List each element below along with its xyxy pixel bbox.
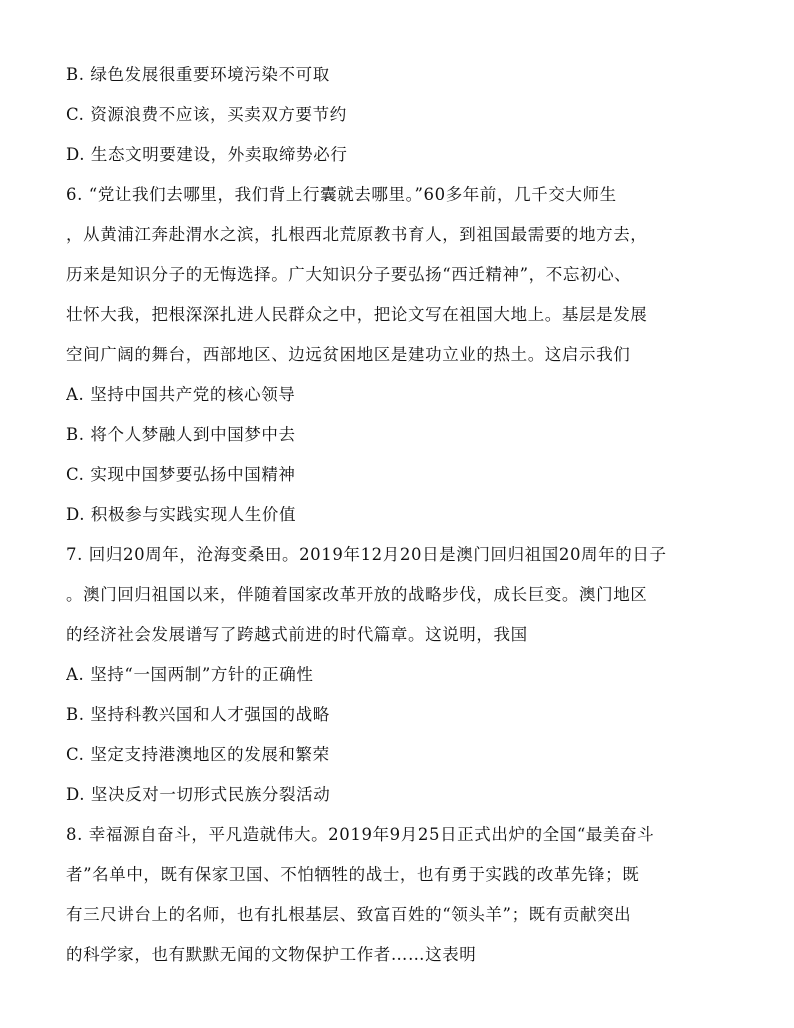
q7-stem-line-2: 。澳门回归祖国以来，伴随着国家改革开放的战略步伐，成长巨变。澳门地区	[66, 585, 648, 604]
q8-stem-line-4: 的科学家，也有默默无闻的文物保护工作者……这表明	[66, 945, 477, 964]
q7-option-d: D. 坚决反对一切形式民族分裂活动	[66, 785, 331, 804]
q6-option-b: B. 将个人梦融人到中国梦中去	[66, 425, 296, 444]
q8-stem-line-2: 者”名单中，既有保家卫国、不怕牺牲的战士，也有勇于实践的改革先锋；既	[66, 865, 640, 884]
q6-stem-line-1: 6. “党让我们去哪里，我们背上行囊就去哪里。”60多年前，几千交大师生	[66, 185, 617, 204]
q6-stem-line-4: 壮怀大我，把根深深扎进人民群众之中，把论文写在祖国大地上。基层是发展	[66, 305, 648, 324]
q7-stem-line-1: 7. 回归20周年，沧海变桑田。2019年12月20日是澳门回归祖国20周年的日子	[66, 545, 667, 564]
q8-stem-line-1: 8. 幸福源自奋斗，平凡造就伟大。2019年9月25日正式出炉的全国“最美奋斗	[66, 825, 655, 844]
q6-stem-line-2: ，从黄浦江奔赴渭水之滨，扎根西北荒原教书育人，到祖国最需要的地方去，	[66, 225, 648, 244]
q7-option-a: A. 坚持“一国两制”方针的正确性	[66, 665, 314, 684]
q6-option-a: A. 坚持中国共产党的核心领导	[66, 385, 296, 404]
q6-stem-line-3: 历来是知识分子的无悔选择。广大知识分子要弘扬“西迁精神”，不忘初心、	[66, 265, 632, 284]
q7-option-c: C. 坚定支持港澳地区的发展和繁荣	[66, 745, 330, 764]
q6-option-d: D. 积极参与实践实现人生价值	[66, 505, 297, 524]
q5-option-c: C. 资源浪费不应该，买卖双方要节约	[66, 105, 347, 124]
q5-option-b: B. 绿色发展很重要环境污染不可取	[66, 65, 330, 84]
q8-stem-line-3: 有三尺讲台上的名师，也有扎根基层、致富百姓的“领头羊”；既有贡献突出	[66, 905, 632, 924]
q6-stem-line-5: 空间广阔的舞台，西部地区、边远贫困地区是建功立业的热土。这启示我们	[66, 345, 631, 364]
q7-option-b: B. 坚持科教兴国和人才强国的战略	[66, 705, 330, 724]
q7-stem-line-3: 的经济社会发展谱写了跨越式前进的时代篇章。这说明，我国	[66, 625, 528, 644]
q5-option-d: D. 生态文明要建设，外卖取缔势必行	[66, 145, 348, 164]
q6-option-c: C. 实现中国梦要弘扬中国精神	[66, 465, 296, 484]
